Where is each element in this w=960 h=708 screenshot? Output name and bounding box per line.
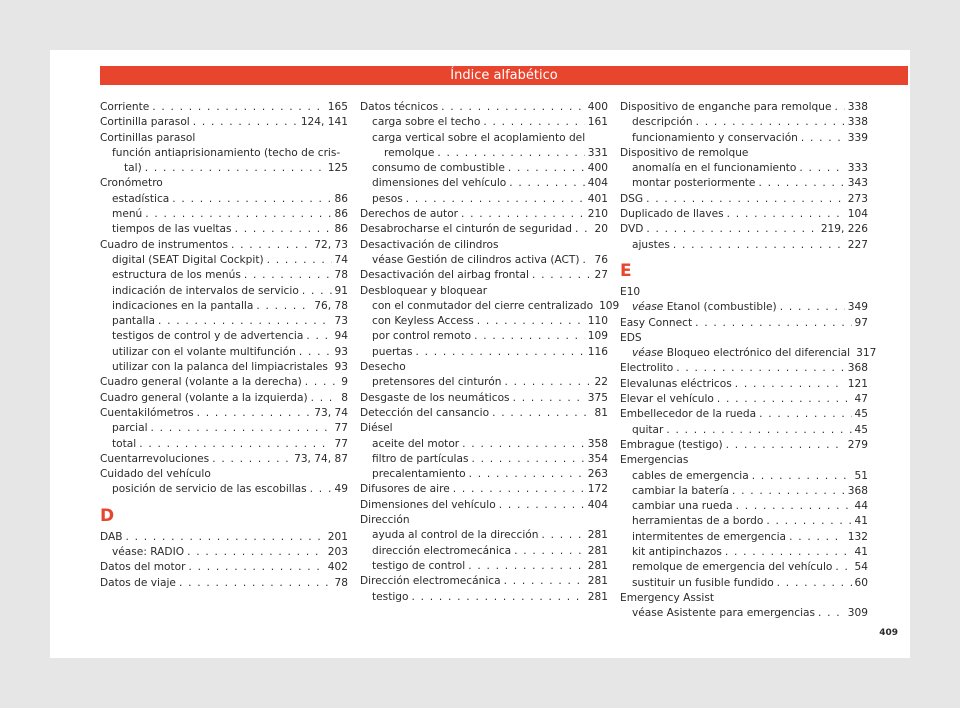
index-subentry: estructura de los menús . . . 78	[100, 268, 348, 283]
index-subentry: ajustes . . . 227	[620, 238, 868, 253]
index-heading: Cronómetro	[100, 177, 163, 190]
index-heading: Diésel	[360, 422, 393, 435]
index-subentry: aceite del motor . . . 358	[360, 437, 608, 452]
index-subentry: sustituir un fusible fundido . . . 60	[620, 576, 868, 591]
index-subentry: utilizar con la palanca del limpiacristales . . . 93	[100, 360, 348, 375]
index-entry: Cuadro general (volante a la izquierda) . . . 8	[100, 391, 348, 406]
index-subentry: por control remoto . . . 109	[360, 329, 608, 344]
index-subentry: testigo de control . . . 281	[360, 559, 608, 574]
index-entry: Dispositivo de enganche para remolque . . . 338	[620, 100, 868, 115]
index-entry: Dimensiones del vehículo . . . 404	[360, 498, 608, 513]
index-entry: DAB . . . 201	[100, 530, 348, 545]
index-subentry: quitar . . . 45	[620, 423, 868, 438]
index-subentry: total . . . 77	[100, 437, 348, 452]
index-entry: Duplicado de llaves . . . 104	[620, 207, 868, 222]
index-subentry: ayuda al control de la dirección . . . 281	[360, 528, 608, 543]
index-entry: Elevar el vehículo . . . 47	[620, 392, 868, 407]
index-entry: Desgaste de los neumáticos . . . 375	[360, 391, 608, 406]
index-subentry: parcial . . . 77	[100, 421, 348, 436]
index-subentry: indicaciones en la pantalla . . . 76, 78	[100, 299, 348, 314]
index-subentry: con el conmutador del cierre centralizado 109	[372, 299, 620, 312]
section-letter-e: E	[620, 260, 632, 281]
index-subentry: cambiar la batería . . . 368	[620, 484, 868, 499]
index-column-3	[620, 100, 877, 622]
index-subentry: testigos de control y de advertencia . . . 94	[100, 329, 348, 344]
index-subentry: pretensores del cinturón . . . 22	[360, 375, 608, 390]
index-entry: DSG . . . 273	[620, 192, 868, 207]
index-subentry: herramientas de a bordo . . . 41	[620, 514, 868, 529]
index-subentry: descripción . . . 338	[620, 115, 868, 130]
index-entry: Difusores de aire . . . 172	[360, 482, 608, 497]
index-heading: Cortinillas parasol	[100, 131, 196, 144]
index-subentry: consumo de combustible . . . 400	[360, 161, 608, 176]
index-subentry: dimensiones del vehículo . . . 404	[360, 176, 608, 191]
index-subentry: remolque de emergencia del vehículo . . . 54	[620, 560, 868, 575]
index-entry: Cuentarrevoluciones . . . 73, 74, 87	[100, 452, 348, 467]
index-entry: Desactivación del airbag frontal . . . 27	[360, 268, 608, 283]
index-subentry: kit antipinchazos . . . 41	[620, 545, 868, 560]
index-subentry: cambiar una rueda . . . 44	[620, 499, 868, 514]
index-subentry: función antiaprisionamiento (techo de cris-	[112, 146, 341, 159]
index-subentry: menú . . . 86	[100, 207, 348, 222]
index-heading: Dirección	[360, 514, 410, 527]
index-subentry: véase Asistente para emergencias . . . 309	[620, 606, 868, 621]
index-entry: Datos del motor . . . 402	[100, 560, 348, 575]
index-subentry: filtro de partículas . . . 354	[360, 452, 608, 467]
index-subentry: carga vertical sobre el acoplamiento del	[372, 131, 586, 144]
index-entry: Derechos de autor . . . 210	[360, 207, 608, 222]
index-page	[50, 50, 910, 658]
index-heading: Desecho	[360, 361, 406, 374]
index-subentry: cables de emergencia . . . 51	[620, 469, 868, 484]
index-heading: Desbloquear y bloquear	[360, 284, 488, 297]
index-entry: Cuentakilómetros . . . 73, 74	[100, 406, 348, 421]
index-entry: Cortinilla parasol . . . 124, 141	[100, 115, 348, 130]
index-subentry: véase Bloqueo electrónico del diferencial 317	[632, 347, 877, 360]
index-entry: Datos de viaje . . . 78	[100, 576, 348, 591]
index-subentry: funcionamiento y conservación . . . 339	[620, 131, 868, 146]
index-subentry: puertas . . . 116	[360, 345, 608, 360]
page-number: 409	[879, 628, 898, 638]
index-heading: Emergency Assist	[620, 591, 715, 604]
index-entry: Easy Connect . . . 97	[620, 316, 868, 331]
index-subentry: tal) . . . 125	[100, 161, 348, 176]
index-subentry: testigo . . . 281	[360, 590, 608, 605]
index-subentry: véase Etanol (combustible) . . . 349	[620, 300, 868, 315]
index-entry: Embellecedor de la rueda . . . 45	[620, 407, 868, 422]
index-entry: DVD . . . 219, 226	[620, 222, 868, 237]
index-subentry: con Keyless Access . . . 110	[360, 314, 608, 329]
index-subentry: indicación de intervalos de servicio . . . 91	[100, 284, 348, 299]
index-subentry: pantalla . . . 73	[100, 314, 348, 329]
index-entry: Detección del cansancio . . . 81	[360, 406, 608, 421]
index-subentry: posición de servicio de las escobillas . . . 49	[100, 482, 348, 497]
index-subentry: dirección electromecánica . . . 281	[360, 544, 608, 559]
index-subentry: anomalía en el funcionamiento . . . 333	[620, 161, 868, 176]
index-subentry: véase Gestión de cilindros activa (ACT) . . . 76	[360, 253, 608, 268]
index-entry: Elevalunas eléctricos . . . 121	[620, 377, 868, 392]
index-subentry: tiempos de las vueltas . . . 86	[100, 222, 348, 237]
index-entry: Embrague (testigo) . . . 279	[620, 438, 868, 453]
index-subentry: intermitentes de emergencia . . . 132	[620, 530, 868, 545]
index-subentry: precalentamiento . . . 263	[360, 467, 608, 482]
index-heading: EDS	[620, 331, 642, 344]
index-entry: Dirección electromecánica . . . 281	[360, 574, 608, 589]
index-subentry: montar posteriormente . . . 343	[620, 176, 868, 191]
index-entry: Datos técnicos . . . 400	[360, 100, 608, 115]
index-heading: Dispositivo de remolque	[620, 146, 749, 159]
index-subentry: utilizar con el volante multifunción . . . 93	[100, 345, 348, 360]
index-subentry: pesos . . . 401	[360, 192, 608, 207]
index-column-1	[100, 100, 348, 591]
index-subentry: carga sobre el techo . . . 161	[360, 115, 608, 130]
index-entry: Cuadro de instrumentos . . . 72, 73	[100, 238, 348, 253]
index-entry: Cuadro general (volante a la derecha) . . . 9	[100, 375, 348, 390]
page-title: Índice alfabético	[100, 66, 908, 85]
index-subentry: véase: RADIO . . . 203	[100, 545, 348, 560]
index-entry: Desabrocharse el cinturón de seguridad . . . 20	[360, 222, 608, 237]
index-heading: Cuidado del vehículo	[100, 468, 211, 481]
index-subentry: digital (SEAT Digital Cockpit) . . . 74	[100, 253, 348, 268]
index-heading: E10	[620, 285, 641, 298]
index-heading: Desactivación de cilindros	[360, 238, 499, 251]
index-entry: Electrolito . . . 368	[620, 361, 868, 376]
index-heading: Emergencias	[620, 454, 689, 467]
index-column-2	[360, 100, 620, 605]
index-subentry: estadística . . . 86	[100, 192, 348, 207]
index-subentry: remolque . . . 331	[360, 146, 608, 161]
section-letter-d: D	[100, 505, 115, 526]
index-entry: Corriente . . . 165	[100, 100, 348, 115]
